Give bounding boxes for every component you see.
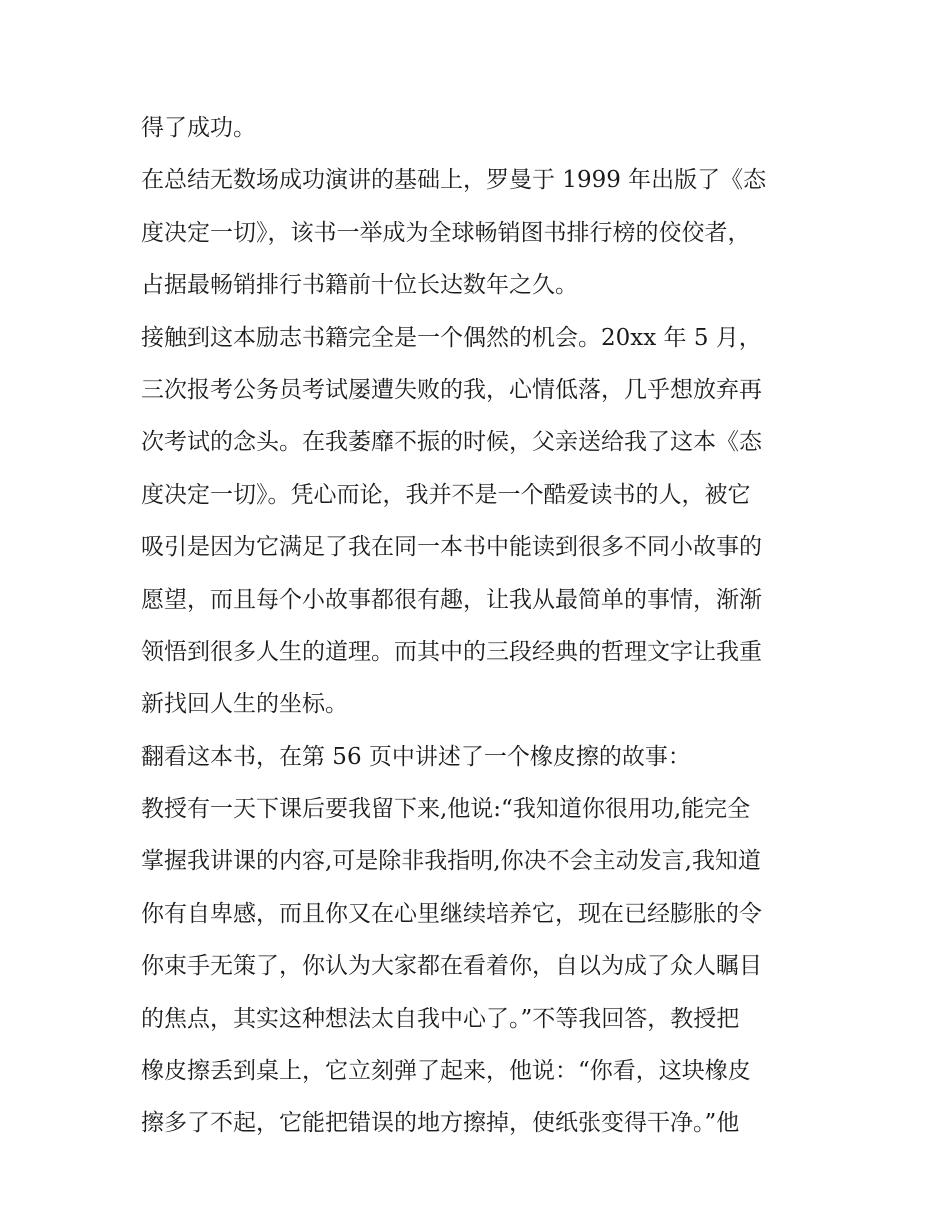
text-line: 你束手无策了，你认为大家都在看着你，自以为成了众人瞩目 [141, 953, 762, 980]
text-line: 得了成功。 [141, 115, 256, 141]
text-line: 教授有一天下课后要我留下来,他说:“我知道你很用功,能完全 [141, 796, 751, 823]
text-line: 接触到这本励志书籍完全是一个偶然的机会。20xx 年 5 月， [141, 324, 762, 351]
text-line: 占据最畅销排行书籍前十位长达数年之久。 [141, 272, 578, 299]
text-line: 掌握我讲课的内容,可是除非我指明,你决不会主动发言,我知道 [141, 848, 761, 875]
text-line: 领悟到很多人生的道理。而其中的三段经典的哲理文字让我重 [141, 638, 762, 665]
text-line: 新找回人生的坐标。 [141, 691, 348, 718]
text-line: 三次报考公务员考试屡遭失败的我，心情低落，几乎想放弃再 [141, 376, 762, 403]
text-line: 在总结无数场成功演讲的基础上，罗曼于 1999 年出版了《态 [141, 167, 767, 194]
text-line: 度决定一切》。凭心而论，我并不是一个酷爱读书的人，被它 [141, 481, 751, 508]
text-line: 擦多了不起，它能把错误的地方擦掉，使纸张变得干净。”他 [141, 1110, 740, 1137]
document-body [141, 108, 821, 1156]
text-line: 度决定一切》，该书一举成为全球畅销图书排行榜的佼佼者， [141, 219, 751, 246]
text-line: 橡皮擦丢到桌上，它立刻弹了起来，他说：“你看，这块橡皮 [141, 1058, 751, 1085]
text-line: 愿望，而且每个小故事都很有趣，让我从最简单的事情，渐渐 [141, 586, 762, 613]
text-line: 的焦点，其实这种想法太自我中心了。”不等我回答，教授把 [141, 1005, 740, 1032]
text-line: 你有自卑感，而且你又在心里继续培养它，现在已经膨胀的令 [141, 900, 762, 927]
text-line: 吸引是因为它满足了我在同一本书中能读到很多不同小故事的 [141, 534, 762, 561]
text-line: 次考试的念头。在我萎靡不振的时候，父亲送给我了这本《态 [141, 429, 762, 456]
text-line: 翻看这本书，在第 56 页中讲述了一个橡皮擦的故事： [141, 743, 691, 770]
